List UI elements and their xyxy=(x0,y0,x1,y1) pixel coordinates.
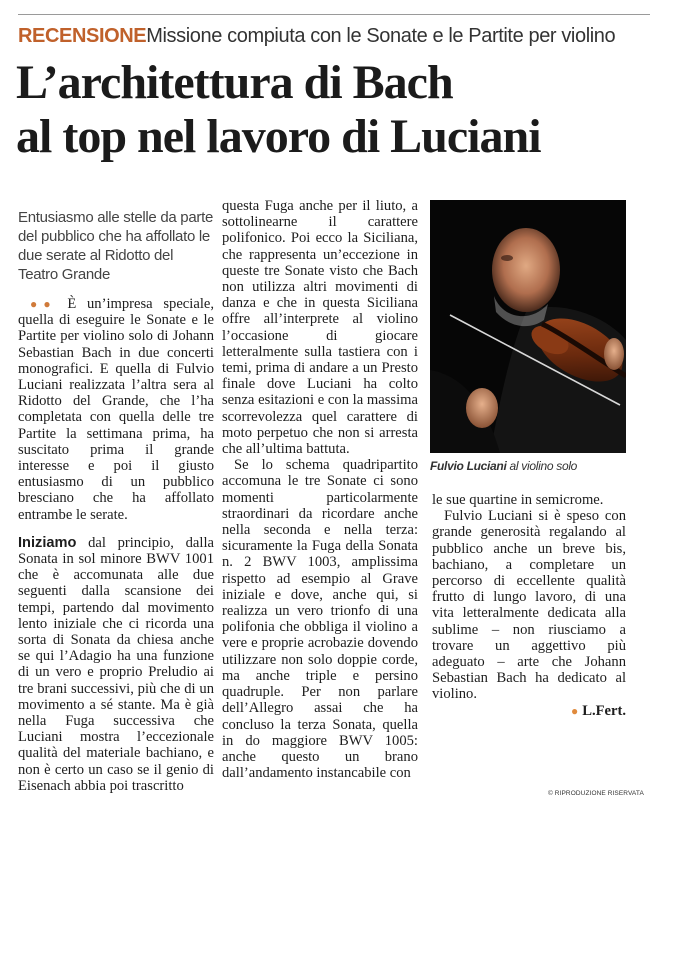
kicker-subtitle: Missione compiuta con le Sonate e le Partite per violino xyxy=(146,25,616,47)
section-tag: RECENSIONE xyxy=(18,25,147,47)
article-column-1 xyxy=(18,208,214,794)
caption-name: Fulvio Luciani xyxy=(430,459,507,473)
article-column-2 xyxy=(222,198,418,781)
bullet-dots-icon: ●● xyxy=(30,297,57,311)
signature xyxy=(432,703,626,719)
paragraph-3-b: le sue quartine in semicrome. xyxy=(432,492,604,508)
headline xyxy=(16,56,656,164)
violinist-photo xyxy=(430,200,626,453)
article-photo xyxy=(430,200,626,453)
paragraph-3-a: Se lo schema quadripartito accomuna le tre Sonate ci sono momenti particolarmente straordinari da ricordare anche nella seconda e nella terza: sicuramente la Fuga della Sonata n. 2 BWV 1003, amplissima rispetto ad esempio al Grave iniziale e dove, anche qui, si realizza un vero trionfo di una polifonia che obbliga il violino a vere e proprie acrobazie dovendo utilizzare non solo doppie corde, ma anche triple e persino quadruple. Per non parlare dell’Allegro assai che ha concluso la terza Sonata, quella in do maggiore BWV 1005: anche questo un brano dall’andamento instancabile con xyxy=(222,457,418,782)
headline-line-2: al top nel lavoro di Luciani xyxy=(16,110,541,163)
top-rule xyxy=(18,14,650,15)
paragraph-2-lead: Iniziamo xyxy=(18,534,77,551)
paragraph-2-text-a: dal principio, dalla Sonata in sol minore BWV 1001 che è accomunata alle due seguenti dalla scansione dei tempi, partendo dal movimento lento iniziale che ci ricorda una sorta di Sonata da chiesa anche se qui l’Adagio ha una funzione di un vero e proprio Preludio ai tre brani successivi, più che di un movimento a sé stante. Ma è già nella Fuga successiva che Luciani mostra l’eccezionale qualità del materiale bachiano, e non è certo un caso se il genio di Eisenach abbia poi trascritto xyxy=(18,534,214,794)
article-summary: Entusiasmo alle stelle da parte del pubblico che ha affollato le due serate al Ridotto del Teatro Grande xyxy=(18,209,213,283)
paragraph-1-text: È un’impresa speciale, quella di eseguire le Sonate e le Partite per violino solo di Johann Sebastian Bach in due concerti monografici. E quella di Fulvio Luciani realizzata l’altra sera al Ridotto del Grande, che l’ha completata con quella delle tre Partite la settimana prima, ha suscitato prima il grande interesse e poi il giusto entusiasmo di un pubblico bresciano che ha affollato entrambe le serate. xyxy=(18,296,214,523)
paragraph-4: Fulvio Luciani si è speso con grande generosità regalando al pubblico anche un breve bis, bachiano, a completare un percorso di eccellente qualità frutto di lungo lavoro, di una vita letteralmente dedicata alla sublime – non riusciamo a trovare un aggettivo più adeguato – arte che Johann Sebastian Bach ha dedicato al violino. xyxy=(432,508,626,703)
caption-text: al violino solo xyxy=(506,459,578,473)
paragraph-1 xyxy=(18,296,214,523)
copyright-notice: © RIPRODUZIONE RISERVATA xyxy=(548,790,644,797)
photo-caption xyxy=(430,458,630,474)
article-column-3 xyxy=(432,492,626,719)
paragraph-2-b: questa Fuga anche per il liuto, a sottolinearne il carattere polifonico. Poi ecco la Siciliana, che rappresenta un’eccezione in queste tre Sonate visto che Bach non utilizza altri movimenti di danza e che in questa Siciliana offre all’interprete al violino l’occasione di giocare letteralmente sulla tastiera con i temi, prima di andare a un Presto finale dove Luciani ha colto senza esitazioni e con la massima scorrevolezza quel carattere di moto perpetuo che non si arresta che all’ultima battuta. xyxy=(222,198,418,458)
signature-dot-icon: ● xyxy=(570,703,579,718)
paragraph-2-a xyxy=(18,535,214,794)
kicker xyxy=(18,22,658,50)
headline-line-1: L’architettura di Bach xyxy=(16,56,453,109)
signature-text: L.Fert. xyxy=(582,702,626,719)
